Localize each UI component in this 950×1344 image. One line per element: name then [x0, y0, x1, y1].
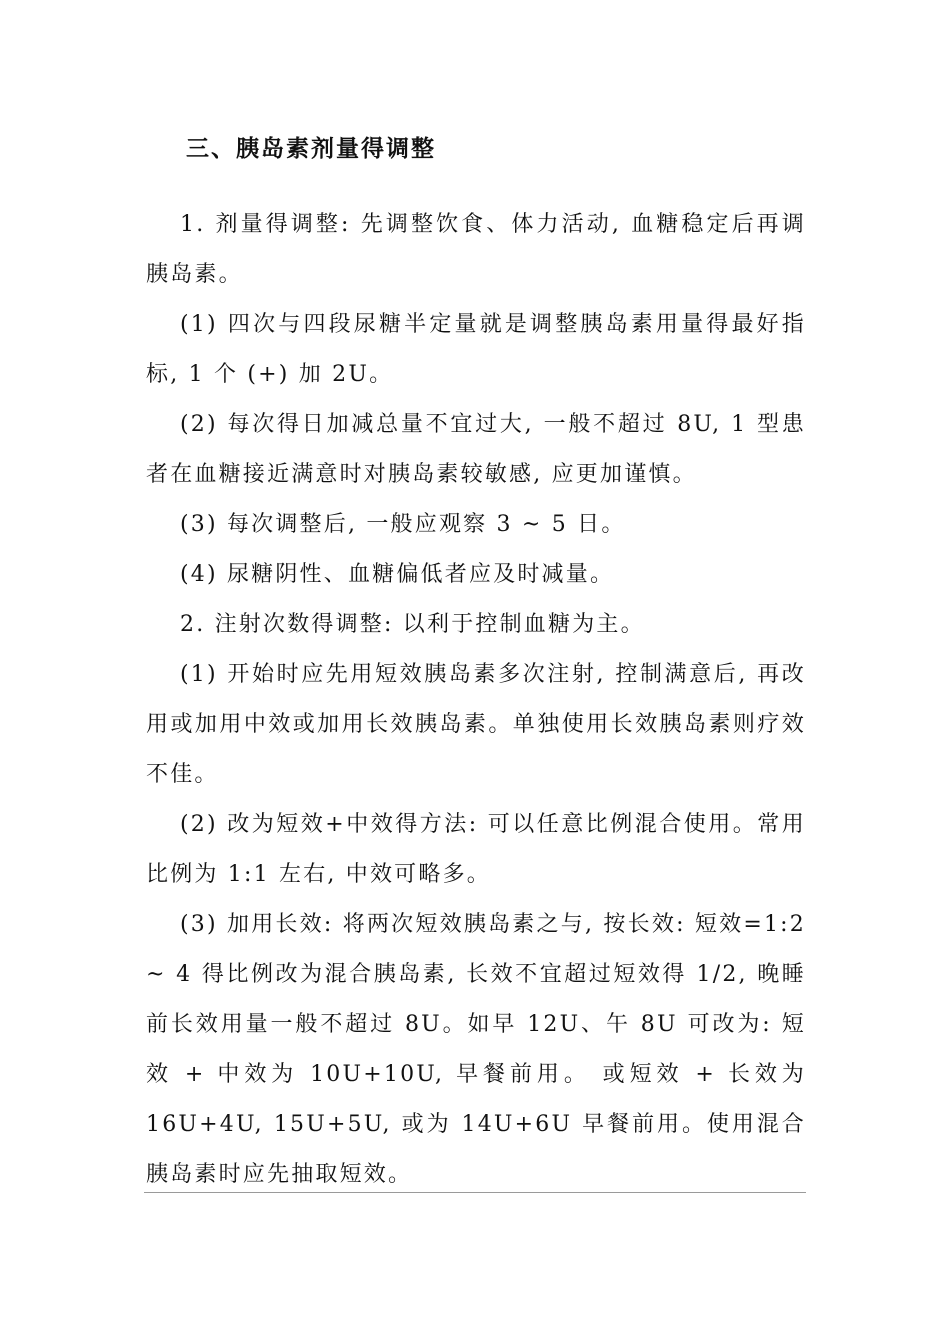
- paragraph-item-1-urine-sugar: (1) 四次与四段尿糖半定量就是调整胰岛素用量得最好指标, 1 个 (+) 加 2U。: [146, 312, 806, 387]
- paragraph-item-4-reduce: (4) 尿糖阴性、血糖偏低者应及时减量。: [180, 562, 615, 587]
- paragraph-injection-frequency: 2. 注射次数得调整: 以利于控制血糖为主。: [180, 612, 645, 637]
- footer-divider: [144, 1192, 806, 1193]
- section-heading: 三、胰岛素剂量得调整: [186, 136, 436, 162]
- paragraph-item-2-mixed: (2) 改为短效+中效得方法: 可以任意比例混合使用。常用比例为 1:1 左右, 中效可略多。: [146, 812, 806, 887]
- paragraph-item-3-long-acting: (3) 加用长效: 将两次短效胰岛素之与, 按长效: 短效=1:2 ~ 4 得比例改为混合胰岛素, 长效不宜超过短效得 1/2, 晚睡前长效用量一般不超过 8U。如早 12U、午 8U 可改为: 短效 + 中效为 10U+10U, 早餐前用。 或短效 + 长效为 16U+4U, 15U+5U, 或为 14U+6U 早餐前用。使用混合胰岛素时应先抽取短效。: [146, 912, 806, 1187]
- document-body: [146, 200, 806, 1200]
- paragraph-item-3-observe: (3) 每次调整后, 一般应观察 3 ~ 5 日。: [180, 512, 626, 537]
- paragraph-item-2-daily-total: (2) 每次得日加减总量不宜过大, 一般不超过 8U, 1 型患者在血糖接近满意时对胰岛素较敏感, 应更加谨慎。: [146, 412, 806, 487]
- paragraph-item-1-short-acting: (1) 开始时应先用短效胰岛素多次注射, 控制满意后, 再改用或加用中效或加用长效胰岛素。单独使用长效胰岛素则疗效不佳。: [146, 662, 806, 787]
- paragraph-dose-adjustment: 1. 剂量得调整: 先调整饮食、体力活动, 血糖稳定后再调胰岛素。: [146, 212, 806, 287]
